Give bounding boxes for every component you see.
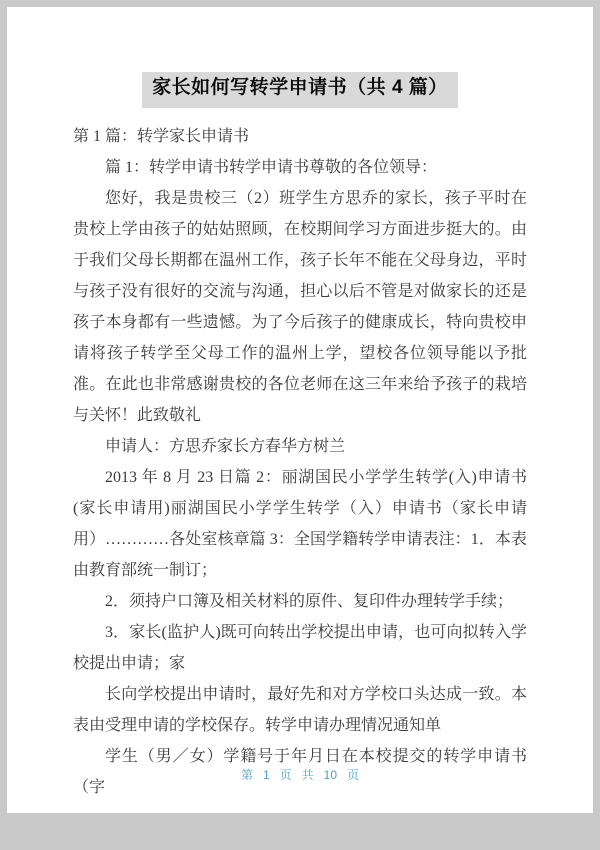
page-indicator — [7, 766, 593, 783]
document-content — [7, 7, 593, 803]
page-indicator-total: 10 — [323, 768, 338, 782]
page-indicator-prefix: 第 — [240, 768, 253, 782]
page-indicator-current: 1 — [262, 768, 270, 782]
document-title — [73, 64, 527, 108]
paragraph-section1-heading: 第 1 篇：转学家长申请书 — [73, 128, 250, 145]
paragraph-salutation: 篇 1：转学申请书转学申请书尊敬的各位领导： — [105, 159, 438, 176]
document-title-highlight: 家长如何写转学申请书（共 4 篇） — [142, 72, 458, 108]
paragraph-applicant-signature: 申请人：方思乔家长方春华方树兰 — [105, 438, 346, 455]
paragraph-note-2: 2．须持户口簿及相关材料的原件、复印件办理转学手续； — [105, 593, 514, 610]
page-indicator-unit2: 页 — [347, 768, 360, 782]
document-page — [7, 7, 593, 813]
paragraph-letter-body: 您好，我是贵校三（2）班学生方思乔的家长，孩子平时在贵校上学由孩子的姑姑照顾，在校期间学习方面进步挺大的。由于我们父母长期都在温州工作，孩子长年不能在父母身边，平时与孩子没有很好的交流与沟通，担心以后不管是对做家长的还是孩子本身都有一些遗憾。为了今后孩子的健康成长，特向贵校申请将孩子转学至父母工作的温州上学，望校各位领导能以予批准。在此也非常感谢贵校的各位老师在这三年来给予孩子的栽培与关怀！此致敬礼 — [73, 190, 527, 424]
page-indicator-total-prefix: 共 — [301, 768, 314, 782]
paragraph-note-3: 3．家长(监护人)既可向转出学校提出申请，也可向拟转入学校提出申请；家 — [73, 624, 527, 672]
paragraph-transfer-notice: 学生（男／女）学籍号于年月日在本校提交的转学申请书（字 — [73, 748, 527, 796]
paragraph-date-and-section2: 2013 年 8 月 23 日篇 2：丽湖国民小学学生转学(入)申请书(家长申请用)丽湖国民小学学生转学（入）申请书（家长申请用）…………各处室核章篇 3：全国学籍转学申请表注：1．本表由教育部统一制订； — [73, 469, 527, 579]
paragraph-note-3-continued: 长向学校提出申请时，最好先和对方学校口头达成一致。本表由受理申请的学校保存。转学申请办理情况通知单 — [73, 686, 527, 734]
page-indicator-unit1: 页 — [279, 768, 292, 782]
